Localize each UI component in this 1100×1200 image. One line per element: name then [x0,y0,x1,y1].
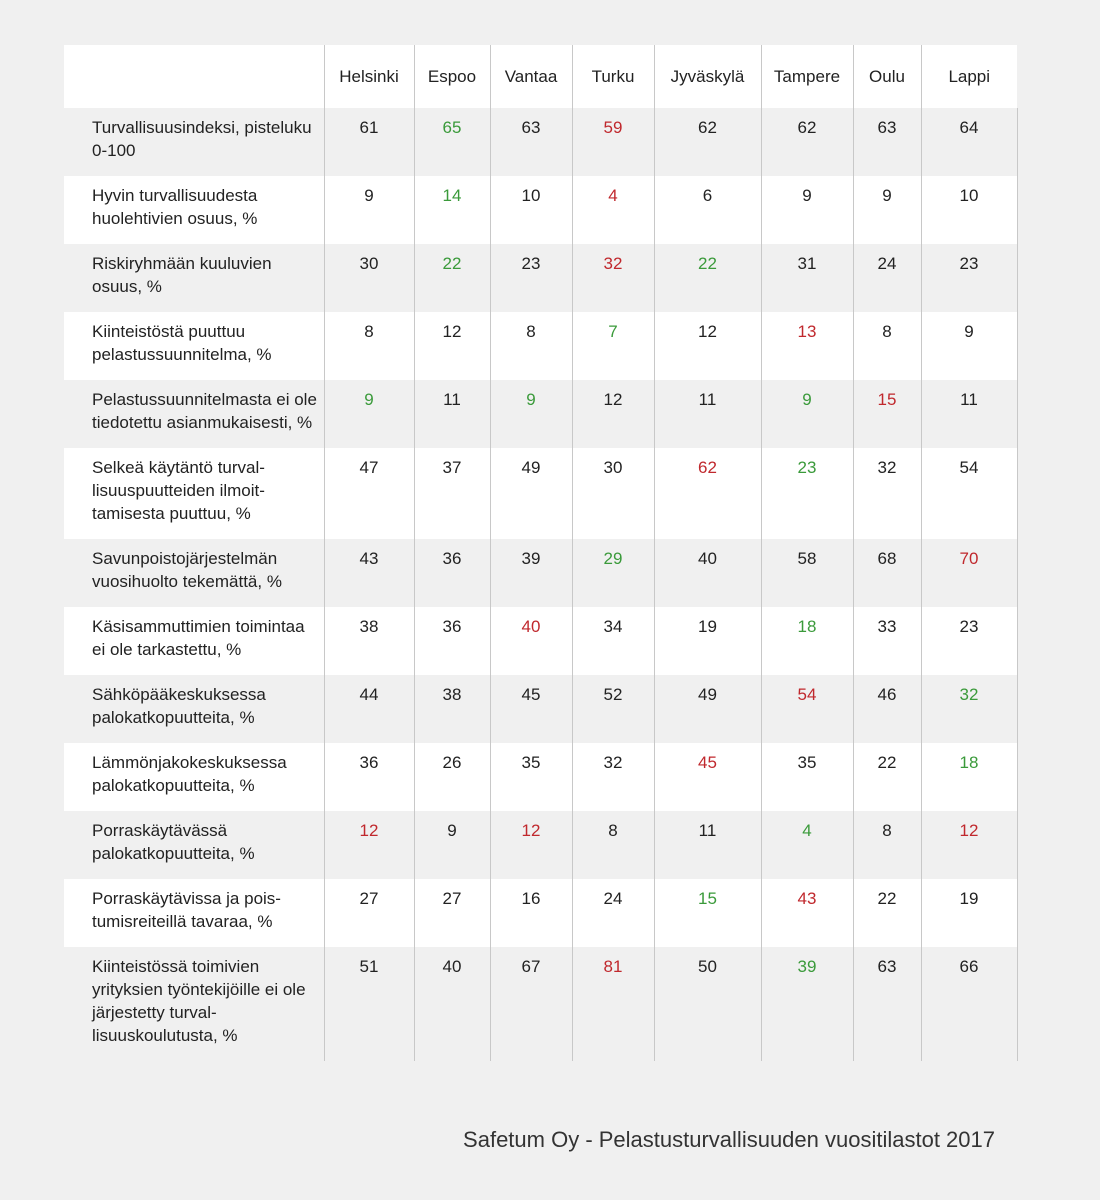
table-cell-value: 40 [490,607,572,675]
table-row [64,312,1017,380]
table-cell-value: 9 [324,380,414,448]
row-label: Pelastussuunnitelmasta ei ole tiedotettu asianmukaisesti, % [64,380,324,448]
row-label: Käsisammuttimien toimintaa ei ole tarkastettu, % [64,607,324,675]
table-cell-value: 26 [414,743,490,811]
table-cell-value: 36 [324,743,414,811]
table-row [64,176,1017,244]
table-cell-value: 49 [490,448,572,539]
table-cell-value: 15 [654,879,761,947]
table-cell-value: 58 [761,539,853,607]
table-cell-value: 45 [654,743,761,811]
table-cell-value: 44 [324,675,414,743]
table-cell-value: 23 [761,448,853,539]
table-cell-value: 22 [853,879,921,947]
table-cell-value: 68 [853,539,921,607]
table-cell-value: 8 [490,312,572,380]
column-header-tampere: Tampere [761,45,853,108]
row-label: Porraskäytävässä palokatkopuutteita, % [64,811,324,879]
table-row [64,244,1017,312]
table-cell-value: 54 [761,675,853,743]
table-cell-value: 30 [572,448,654,539]
row-label: Porraskäytävissa ja pois-tumisreiteillä tavaraa, % [64,879,324,947]
table-cell-value: 32 [572,244,654,312]
table-cell-value: 10 [921,176,1017,244]
table-cell-value: 59 [572,108,654,176]
table-row [64,675,1017,743]
column-header-espoo: Espoo [414,45,490,108]
table-cell-value: 4 [572,176,654,244]
table-cell-value: 27 [414,879,490,947]
table-cell-value: 15 [853,380,921,448]
table-cell-value: 63 [853,947,921,1061]
table-cell-value: 43 [761,879,853,947]
table-cell-value: 63 [490,108,572,176]
table-cell-value: 11 [921,380,1017,448]
table-cell-value: 11 [414,380,490,448]
row-label: Kiinteistössä toimivien yrityksien työntekijöille ei ole järjestetty turval-lisuuskoulutusta, % [64,947,324,1061]
table-cell-value: 24 [853,244,921,312]
stats-table [64,45,1018,1061]
table-cell-value: 62 [654,448,761,539]
table-cell-value: 35 [761,743,853,811]
table-cell-value: 9 [921,312,1017,380]
table-cell-value: 18 [761,607,853,675]
table-cell-value: 6 [654,176,761,244]
table-cell-value: 32 [853,448,921,539]
table-cell-value: 49 [654,675,761,743]
table-row [64,811,1017,879]
table-row [64,380,1017,448]
table-cell-value: 47 [324,448,414,539]
table-row [64,539,1017,607]
table-row [64,448,1017,539]
table-cell-value: 8 [853,312,921,380]
table-cell-value: 18 [921,743,1017,811]
column-header-jyvaskyla: Jyväskylä [654,45,761,108]
stats-table-container [64,45,1017,1061]
table-cell-value: 23 [490,244,572,312]
table-cell-value: 12 [324,811,414,879]
table-cell-value: 19 [921,879,1017,947]
header-corner [64,45,324,108]
table-row [64,879,1017,947]
table-cell-value: 10 [490,176,572,244]
table-cell-value: 35 [490,743,572,811]
table-cell-value: 24 [572,879,654,947]
table-cell-value: 50 [654,947,761,1061]
table-cell-value: 14 [414,176,490,244]
table-cell-value: 12 [921,811,1017,879]
table-cell-value: 23 [921,607,1017,675]
table-cell-value: 67 [490,947,572,1061]
table-cell-value: 30 [324,244,414,312]
table-cell-value: 32 [572,743,654,811]
column-header-lappi: Lappi [921,45,1017,108]
table-cell-value: 8 [572,811,654,879]
row-label: Lämmönjakokeskuksessa palokatkopuutteita, % [64,743,324,811]
table-cell-value: 8 [324,312,414,380]
table-cell-value: 29 [572,539,654,607]
table-cell-value: 46 [853,675,921,743]
table-cell-value: 13 [761,312,853,380]
table-cell-value: 51 [324,947,414,1061]
table-cell-value: 7 [572,312,654,380]
table-cell-value: 70 [921,539,1017,607]
row-label: Selkeä käytäntö turval-lisuuspuutteiden ilmoit-tamisesta puuttuu, % [64,448,324,539]
table-cell-value: 38 [414,675,490,743]
row-label: Sähköpääkeskuksessa palokatkopuutteita, % [64,675,324,743]
table-cell-value: 39 [761,947,853,1061]
table-cell-value: 36 [414,607,490,675]
table-cell-value: 16 [490,879,572,947]
table-header-row [64,45,1017,108]
table-cell-value: 64 [921,108,1017,176]
table-row [64,607,1017,675]
table-cell-value: 22 [853,743,921,811]
table-cell-value: 62 [761,108,853,176]
table-cell-value: 32 [921,675,1017,743]
table-cell-value: 9 [761,176,853,244]
column-header-vantaa: Vantaa [490,45,572,108]
table-cell-value: 31 [761,244,853,312]
table-cell-value: 9 [414,811,490,879]
table-cell-value: 12 [490,811,572,879]
table-cell-value: 81 [572,947,654,1061]
table-cell-value: 8 [853,811,921,879]
table-cell-value: 12 [414,312,490,380]
table-cell-value: 63 [853,108,921,176]
row-label: Riskiryhmään kuuluvien osuus, % [64,244,324,312]
table-cell-value: 33 [853,607,921,675]
row-label: Turvallisuusindeksi, pisteluku 0-100 [64,108,324,176]
table-cell-value: 66 [921,947,1017,1061]
table-cell-value: 40 [414,947,490,1061]
row-label: Kiinteistöstä puuttuu pelastussuunnitelma, % [64,312,324,380]
table-cell-value: 22 [414,244,490,312]
table-cell-value: 61 [324,108,414,176]
table-row [64,947,1017,1061]
table-cell-value: 34 [572,607,654,675]
table-cell-value: 11 [654,380,761,448]
table-row [64,743,1017,811]
table-cell-value: 22 [654,244,761,312]
table-cell-value: 23 [921,244,1017,312]
table-cell-value: 19 [654,607,761,675]
table-cell-value: 38 [324,607,414,675]
table-row [64,108,1017,176]
source-footer: Safetum Oy - Pelastusturvallisuuden vuositilastot 2017 [463,1127,995,1152]
column-header-turku: Turku [572,45,654,108]
table-cell-value: 12 [654,312,761,380]
table-cell-value: 36 [414,539,490,607]
table-cell-value: 9 [324,176,414,244]
table-cell-value: 9 [761,380,853,448]
table-cell-value: 27 [324,879,414,947]
row-label: Savunpoistojärjestelmän vuosihuolto tekemättä, % [64,539,324,607]
table-cell-value: 40 [654,539,761,607]
table-cell-value: 43 [324,539,414,607]
table-cell-value: 39 [490,539,572,607]
table-cell-value: 11 [654,811,761,879]
table-cell-value: 65 [414,108,490,176]
table-cell-value: 4 [761,811,853,879]
table-body [64,108,1017,1061]
table-cell-value: 12 [572,380,654,448]
column-header-helsinki: Helsinki [324,45,414,108]
column-header-oulu: Oulu [853,45,921,108]
table-cell-value: 9 [853,176,921,244]
table-cell-value: 62 [654,108,761,176]
row-label: Hyvin turvallisuudesta huolehtivien osuus, % [64,176,324,244]
table-cell-value: 9 [490,380,572,448]
table-cell-value: 45 [490,675,572,743]
table-cell-value: 52 [572,675,654,743]
table-cell-value: 54 [921,448,1017,539]
table-cell-value: 37 [414,448,490,539]
